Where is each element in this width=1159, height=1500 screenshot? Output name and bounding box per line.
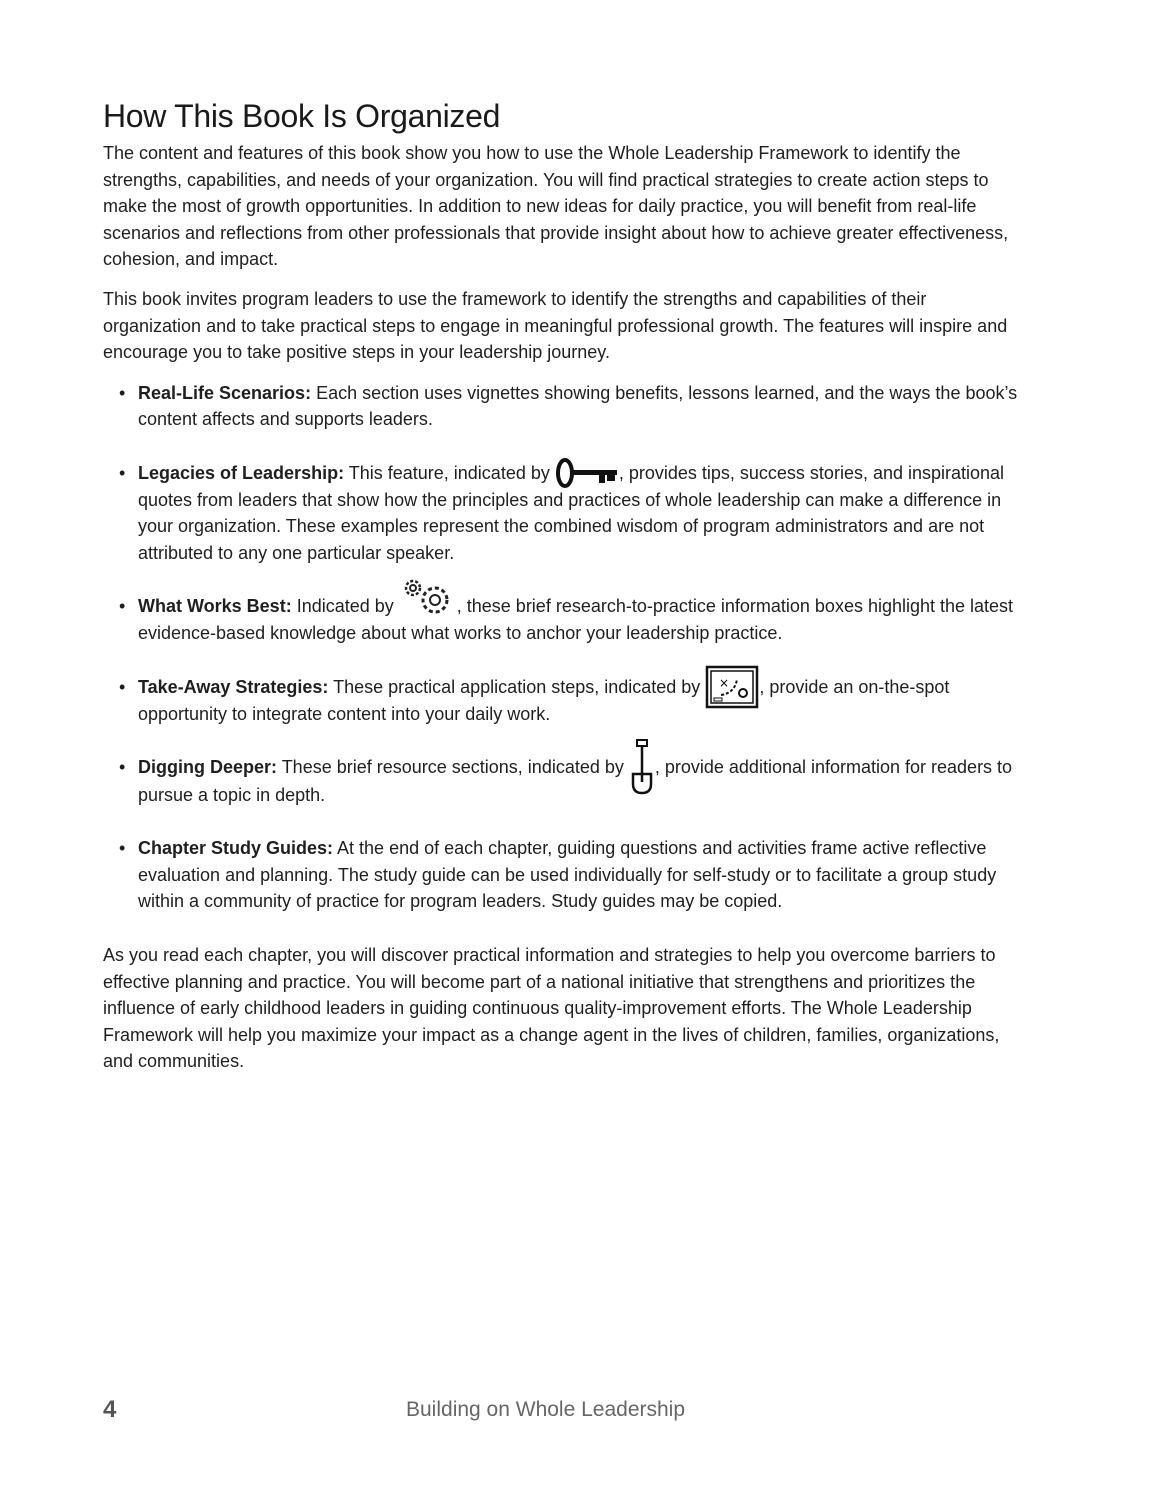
bullet-dot: • xyxy=(119,757,126,778)
bullet-text: At the end of each chapter, guiding questions and activities frame active reflective evaluation and planning. The study guide can be used individually for self-study or to facilitate a group study within a community of practice for program leaders. Study guides may be copied. xyxy=(138,838,997,912)
bullet-label: Real-Life Scenarios: xyxy=(138,382,312,403)
bullet-text: These brief resource sections, indicated by xyxy=(277,757,629,778)
page-number: 4 xyxy=(103,1396,117,1423)
running-footer-title: Building on Whole Leadership xyxy=(406,1398,686,1421)
intro-paragraph-2: This book invites program leaders to use the framework to identify the strengths and capabilities of their organization and to take practical steps to engage in meaningful professional growth. The features will inspire and encourage you to take positive steps in your leadership journey. xyxy=(103,288,1008,363)
bullet-label: Legacies of Leadership: xyxy=(138,462,345,483)
bullet-dot: • xyxy=(119,596,126,617)
bullet-legacies-of-leadership xyxy=(119,460,1021,566)
shovel-icon xyxy=(629,738,655,796)
bullet-dot: • xyxy=(119,462,126,483)
bullet-dot: • xyxy=(119,676,126,697)
bullet-dot: • xyxy=(119,838,126,859)
bullet-label: What Works Best: xyxy=(138,596,292,617)
bullet-text: This feature, indicated by xyxy=(344,462,555,483)
bullet-dot: • xyxy=(119,382,126,403)
intro-paragraph-1: The content and features of this book show you how to use the Whole Leadership Framework to identify the strengths, capabilities, and needs of your organization. You will find practical strategies to create action steps to make the most of growth opportunities. In addition to new ideas for daily practice, you will benefit from real-life scenarios and reflections from other professionals that provide insight about how to achieve greater effectiveness, cohesion, and impact. xyxy=(103,143,1009,270)
bullet-text: Indicated by xyxy=(291,596,399,617)
bullet-text: , provides tips, success stories, and inspirational quotes from leaders that show how the principles and practices of whole leadership can make a difference in your organization. These examples represent the combined wisdom of program administrators and are not attributed to any one particular speaker. xyxy=(138,462,1005,563)
bullet-label: Chapter Study Guides: xyxy=(138,838,334,859)
page-content xyxy=(103,96,1021,1088)
gears-icon xyxy=(399,574,457,620)
bullet-text: Each section uses vignettes showing benefits, lessons learned, and the ways the book’s content affects and supports leaders. xyxy=(138,382,1018,430)
section-heading: How This Book Is Organized xyxy=(103,98,501,134)
bullet-real-life-scenarios xyxy=(119,380,1021,433)
bullet-chapter-study-guides xyxy=(119,835,1021,915)
bullet-what-works-best xyxy=(119,593,1021,646)
svg-text:×: × xyxy=(719,675,730,690)
bullet-text: , these brief research-to-practice information boxes highlight the latest evidence-based knowledge about what works to anchor your leadership practice. xyxy=(138,596,1014,643)
key-icon xyxy=(555,456,619,490)
bullet-digging-deeper xyxy=(119,754,1021,808)
bullet-text: , provide additional information for readers to pursue a topic in depth. xyxy=(138,757,1013,805)
strategy-board-icon xyxy=(705,665,759,709)
bullet-text: , provide an on-the-spot opportunity to integrate content into your daily work. xyxy=(138,676,950,724)
bullet-text: These practical application steps, indicated by xyxy=(328,676,706,697)
bullet-take-away-strategies xyxy=(119,674,1021,728)
bullet-label: Take-Away Strategies: xyxy=(138,676,329,697)
closing-paragraph: As you read each chapter, you will discover practical information and strategies to help you overcome barriers to effective planning and practice. You will become part of a national initiative that strengthens and prioritizes the influence of early childhood leaders in guiding continuous quality-improvement efforts. The Whole Leadership Framework will help you maximize your impact as a change agent in the lives of children, families, organizations, and communities. xyxy=(103,944,1000,1072)
bullet-label: Digging Deeper: xyxy=(138,757,278,778)
